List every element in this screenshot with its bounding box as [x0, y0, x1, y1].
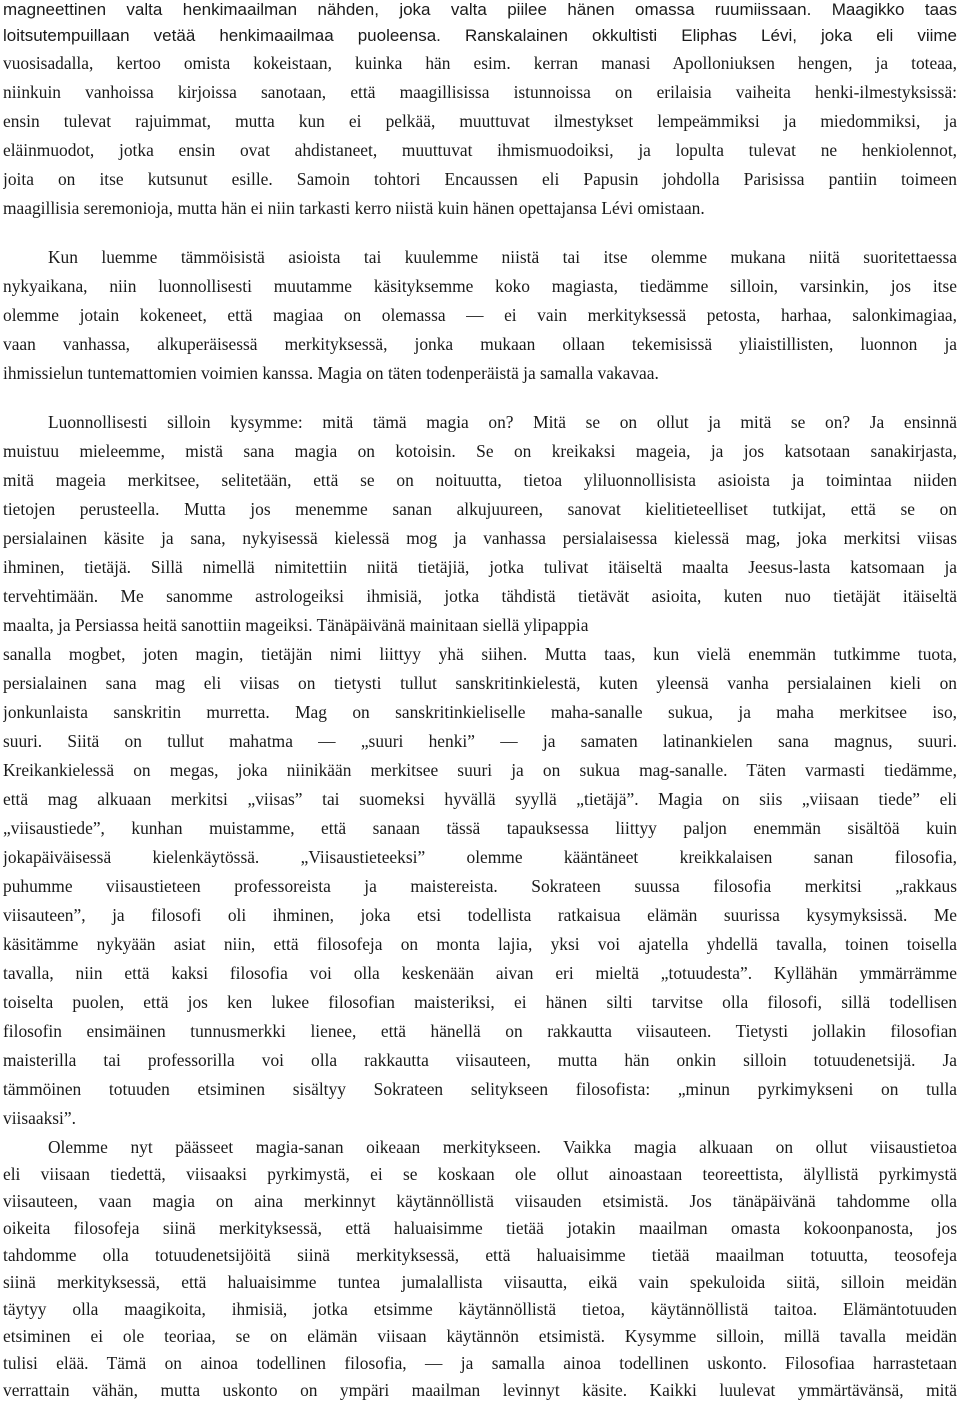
text-line: filosofin ensimäinen tunnusmerkki lienee, että hänellä on rakkautta viisauteen. Tietysti jollakin filosofian	[3, 1021, 957, 1041]
text-line: mitä mageia merkitsee, selitetään, että se on noituutta, tietoa yliluonnollisista asioista ja toimintaa niiden	[3, 470, 957, 490]
text-line: persialainen sana mag eli viisas on tietysti tullut sanskritinkielestä, kuten yleensä vanha persialainen kieli on	[3, 673, 957, 693]
text-line: ihminen, tietäjä. Sillä nimellä nimitettiin niitä tietäjiä, jotka tulivat itäiseltä maalta Jeesus-lasta katsomaan ja	[3, 557, 957, 577]
text-line: tämmöinen totuuden etsiminen sisältyy Sokrateen selitykseen filosofista: „minun pyrkimykseni on tulla	[3, 1079, 957, 1099]
text-line: siinä merkityksessä, että haluaisimme tuntea jumalallista viisautta, eikä vain spekuloida siitä, silloin meidän	[3, 1272, 957, 1292]
text-line: tervehtimään. Me sanomme astrologeiksi ihmisiä, jotka tähdistä tietävät asioita, kuten nuo tietäjät itäiseltä	[3, 586, 957, 606]
text-line: tulisi elää. Tämä on ainoa todellinen filosofia, — ja samalla ainoa todellinen uskonto. Filosofiaa harrastetaan	[3, 1353, 957, 1373]
text-line: oikeita filosofeja siinä merkityksessä, että haluaisimme tietää jotakin maailman omasta kokoonpanosta, jos	[3, 1218, 957, 1238]
text-line: verrattain vähän, mutta uskonto on ympäri maailman levinnyt käsite. Kaikki luulevat ymmärtävänsä, mitä	[3, 1380, 957, 1400]
text-line: puhumme viisaustieteen professoreista ja maistereista. Sokrateen suussa filosofia merkitsi „rakkaus	[3, 876, 957, 896]
text-line: persialainen käsite ja sana, nykyisessä kielessä mog ja vanhassa persialaisessa kielessä mag, joka merkitsi viisas	[3, 528, 957, 548]
text-line: että mag alkuaan merkitsi „viisas” tai suomeksi hyvällä syyllä „tietäjä”. Magia on siis „viisaan tiede” eli	[3, 789, 957, 809]
text-line: jonkunlaista sanskritin murretta. Mag on sanskritinkieliselle maha-sanalle sukua, ja maha merkitsee iso,	[3, 702, 957, 722]
text-line: maalta, ja Persiassa heitä sanottiin mageiksi. Tänäpäivänä mainitaan siellä ylipappia	[3, 615, 589, 635]
text-line: magneettinen valta henkimaailman nähden, joka valta piilee hänen omassa ruumiissaan. Maagikko taas	[3, 0, 957, 19]
text-line: niinkuin vanhoissa kirjoissa sanotaan, että maagillisissa istunnoissa on erilaisia vaiheita henki-ilmestyksissä:	[3, 82, 957, 102]
text-line: käsitämme nykyään asiat niin, että filosofeja on monta lajia, yksi voi ajatella yhdellä tavalla, toinen toisella	[3, 934, 957, 954]
text-line: etsiminen ei ole teoriaa, se on elämän viisaan käytännön etsimistä. Kysymme silloin, millä tavalla meidän	[3, 1326, 957, 1346]
text-line: viisauteen”, ja filosofi oli ihminen, joka etsi todellista ratkaisua elämän suurissa kysymyksissä. Me	[3, 905, 957, 925]
text-line: maisterilla tai professorilla voi olla rakkautta viisauteen, mutta hän onkin silloin totuudenetsijä. Ja	[3, 1050, 957, 1070]
text-line: eli viisaan tiedettä, viisaaksi pyrkimystä, ei se koskaan ole ollut ainoastaan teoreettista, älyllistä pyrkimystä	[3, 1164, 957, 1184]
text-line: ihmissielun tuntemattomien voimien kanssa. Magia on täten todenperäistä ja samalla vakavaa.	[3, 363, 659, 383]
text-line: Kreikankielessä on megas, joka niinikään merkitsee suuri ja on sukua mag-sanalle. Täten varmasti tiedämme,	[3, 760, 957, 780]
text-line: jokapäiväisessä kielenkäytössä. „Viisaustieteeksi” olemme kääntäneet kreikkalaisen sanan filosofia,	[3, 847, 957, 867]
text-line: vaan vanhassa, alkuperäisessä merkityksessä, jonka mukaan ollaan tekemisissä yliaistillisten, luonnon ja	[3, 334, 957, 354]
text-line: joita on itse kutsunut esille. Samoin tohtori Encaussen eli Papusin johdolla Parisissa pantiin toimeen	[3, 169, 957, 189]
text-line: vuosisadalla, kertoo omista kokeistaan, kuinka hän esim. kerran manasi Apolloniuksen hengen, ja toteaa,	[3, 53, 957, 73]
text-line: ensin tulevat rajuimmat, mutta kun ei pelkää, muuttuvat ilmestykset lempeämmiksi ja miedommiksi, ja	[3, 111, 957, 131]
text-line: olemme jotain kokeneet, että magiaa on olemassa — ei vain merkityksessä petosta, harhaa, salonkimagiaa,	[3, 305, 957, 325]
text-line: loitsutempuillaan vetää henkimaailmaa puoleensa. Ranskalainen okkultisti Eliphas Lévi, joka eli viime	[3, 26, 957, 45]
text-line: sanalla mogbet, joten magin, tietäjän nimi liittyy yhä siihen. Mutta taas, kun vielä enemmän tutkimme tuota,	[3, 644, 957, 664]
text-line: viisauteen, vaan magia on aina merkinnyt käytännöllistä viisauden etsimistä. Jos tänäpäivänä tahdomme olla	[3, 1191, 957, 1211]
text-line: „viisaustiede”, kunhan muistamme, että sanaan tässä tapauksessa liittyy paljon enemmän sisältöä kuin	[3, 818, 957, 838]
text-line: nykyaikana, niin luonnollisesti muutamme käsityksemme koko magiasta, tiedämme silloin, varsinkin, jos itse	[3, 276, 957, 296]
text-line: täytyy olla maagikoita, ihmisiä, jotka etsimme käytännöllistä tietoa, käytännöllistä taitoa. Elämäntotuuden	[3, 1299, 957, 1319]
text-line: maagillisia seremonioja, mutta hän ei niin tarkasti kerro niistä kuin hänen opettajansa Lévi omistaan.	[3, 198, 705, 218]
text-line: viisaaksi”.	[3, 1108, 76, 1128]
text-line: Kun luemme tämmöisistä asioista tai kuulemme niistä tai itse olemme mukana niitä suoritettaessa	[48, 247, 957, 267]
text-line: Olemme nyt päässeet magia-sanan oikeaan merkitykseen. Vaikka magia alkuaan on ollut viisaustietoa	[48, 1137, 957, 1157]
text-line: toiselta puolen, että jos ken lukee filosofian maisteriksi, ei hänen silti tarvitse olla filosofi, sillä todellisen	[3, 992, 957, 1012]
text-line: eläinmuodot, jotka ensin ovat ahdistaneet, muuttuvat ihmismuodoiksi, ja lopulta tulevat ne henkiolennot,	[3, 140, 957, 160]
text-line: tavalla, niin että kaksi filosofia voi olla keskenään aivan eri mieltä „totuudesta”. Kyllähän ymmärrämme	[3, 963, 957, 983]
text-line: tietojen perusteella. Mutta jos menemme sanan alkujuureen, sanovat kielitieteelliset tutkijat, että se on	[3, 499, 957, 519]
text-line: muistuu mieleemme, mistä sana magia on kotoisin. Se on kreikaksi mageia, ja jos katsotaan sanakirjasta,	[3, 441, 957, 461]
text-line: Luonnollisesti silloin kysymme: mitä tämä magia on? Mitä se on ollut ja mitä se on? Ja ensinnä	[48, 412, 957, 432]
text-line: suuri. Siitä on tullut mahatma — „suuri henki” — ja samaten latinankielen sana magnus, suuri.	[3, 731, 957, 751]
text-line: tahdomme olla totuudenetsijöitä siinä merkityksessä, että haluaisimme tietää maailman totuutta, teosofeja	[3, 1245, 957, 1265]
